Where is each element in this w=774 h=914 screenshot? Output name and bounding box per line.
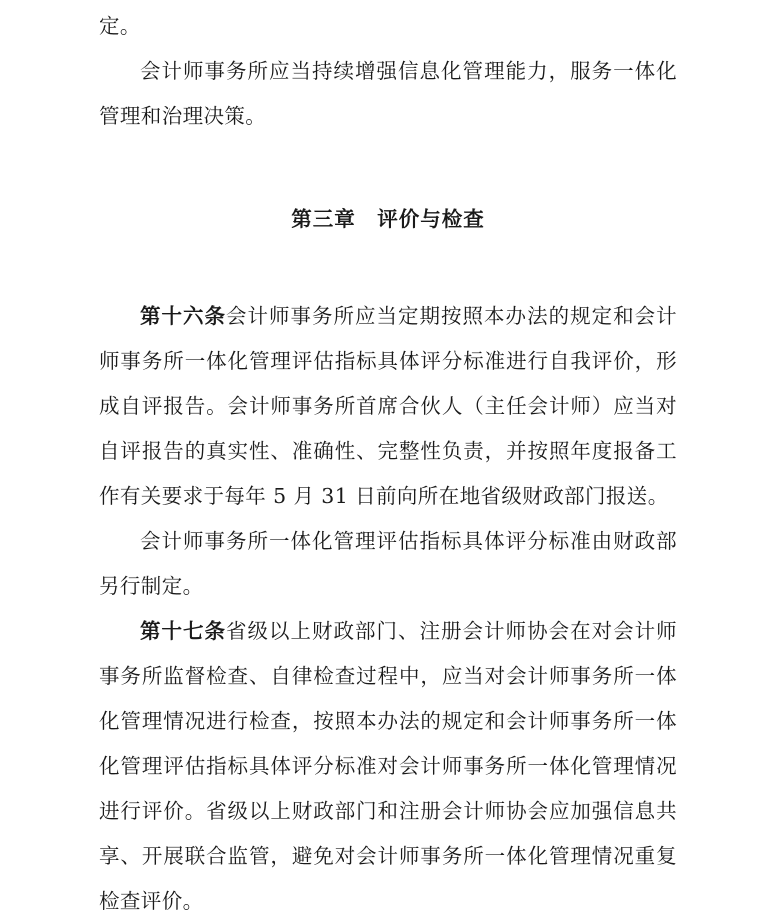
article-16-label: 第十六条: [140, 304, 227, 328]
article-17-label: 第十七条: [140, 619, 227, 643]
paragraph-continuation: 定。: [99, 14, 141, 38]
document-body: [99, 0, 677, 914]
section-spacer-before-heading: [99, 139, 677, 197]
article-17: [99, 609, 677, 914]
section-spacer-after-heading: [99, 242, 677, 294]
chapter-heading: 第三章 评价与检查: [291, 207, 485, 231]
paragraph-informatization: 会计师事务所应当持续增强信息化管理能力，服务一体化管理和治理决策。: [99, 59, 677, 128]
article-16: [99, 294, 677, 519]
article-16-second-paragraph: 会计师事务所一体化管理评估指标具体评分标准由财政部另行制定。: [99, 529, 677, 598]
article-16-text: 会计师事务所应当定期按照本办法的规定和会计师事务所一体化管理评估指标具体评分标准进行自我评价，形成自评报告。会计师事务所首席合伙人（主任会计师）应当对自评报告的真实性、准确性、完整性负责，并按照年度报备工作有关要求于每年 5 月 31 日前向所在地省级财政部门报送。: [99, 304, 677, 508]
article-17-text: 省级以上财政部门、注册会计师协会在对会计师事务所监督检查、自律检查过程中，应当对会计师事务所一体化管理情况进行检查，按照本办法的规定和会计师事务所一体化管理评估指标具体评分标准对会计师事务所一体化管理情况进行评价。省级以上财政部门和注册会计师协会应加强信息共享、开展联合监管，避免对会计师事务所一体化管理情况重复检查评价。: [99, 619, 677, 913]
